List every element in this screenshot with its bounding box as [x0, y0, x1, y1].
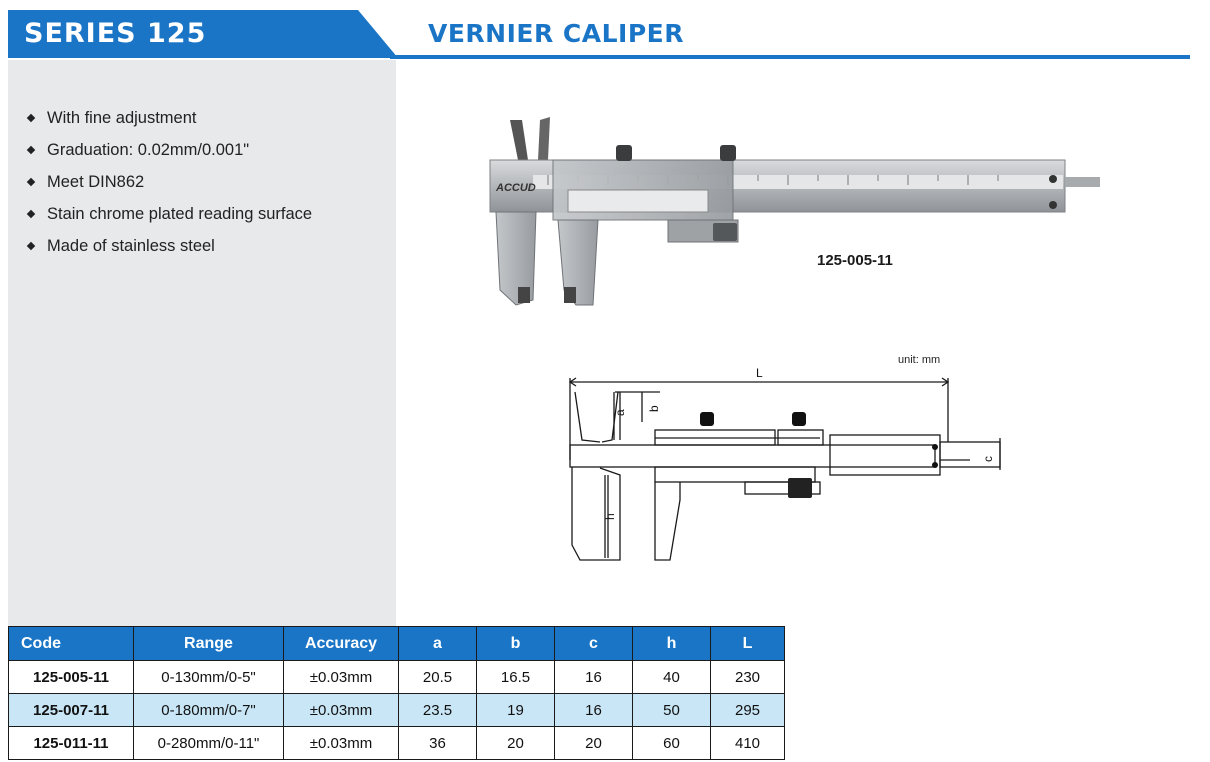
col-h: h — [633, 627, 711, 661]
unit-label: unit: mm — [898, 354, 941, 366]
col-l: L — [711, 627, 785, 661]
diamond-bullet-icon — [27, 146, 35, 154]
header-rule — [390, 55, 1190, 59]
svg-text:L: L — [756, 366, 763, 380]
svg-text:ACCUD: ACCUD — [496, 182, 536, 194]
series-title: SERIES 125 — [24, 18, 207, 49]
feature-item: Stain chrome plated reading surface — [26, 198, 312, 230]
svg-text:b: b — [647, 405, 661, 412]
feature-item: Meet DIN862 — [26, 166, 312, 198]
vernier-caliper-photo-icon — [488, 115, 1108, 315]
product-title: VERNIER CALIPER — [428, 19, 685, 48]
spec-table — [8, 626, 785, 760]
feature-item: With fine adjustment — [26, 102, 312, 134]
diamond-bullet-icon — [27, 210, 35, 218]
diamond-bullet-icon — [27, 242, 35, 250]
caliper-dimension-drawing — [560, 350, 1020, 580]
table-row: 125-011-11 0-280mm/0-11" ±0.03mm 36 20 20 60 410 — [9, 727, 785, 760]
feature-list — [26, 102, 312, 262]
col-a: a — [399, 627, 477, 661]
col-accuracy: Accuracy — [284, 627, 399, 661]
feature-item: Graduation: 0.02mm/0.001" — [26, 134, 312, 166]
feature-item: Made of stainless steel — [26, 230, 312, 262]
svg-text:a: a — [613, 409, 627, 416]
table-row: 125-005-11 0-130mm/0-5" ±0.03mm 20.5 16.5 16 40 230 — [9, 661, 785, 694]
photo-model-label: 125-005-11 — [817, 252, 893, 269]
diamond-bullet-icon — [27, 178, 35, 186]
svg-text:h: h — [603, 513, 617, 520]
col-range: Range — [134, 627, 284, 661]
diamond-bullet-icon — [27, 114, 35, 122]
svg-text:c: c — [981, 456, 995, 462]
table-header-row — [9, 627, 785, 661]
col-c: c — [555, 627, 633, 661]
col-code: Code — [9, 627, 134, 661]
table-row: 125-007-11 0-180mm/0-7" ±0.03mm 23.5 19 16 50 295 — [9, 694, 785, 727]
col-b: b — [477, 627, 555, 661]
